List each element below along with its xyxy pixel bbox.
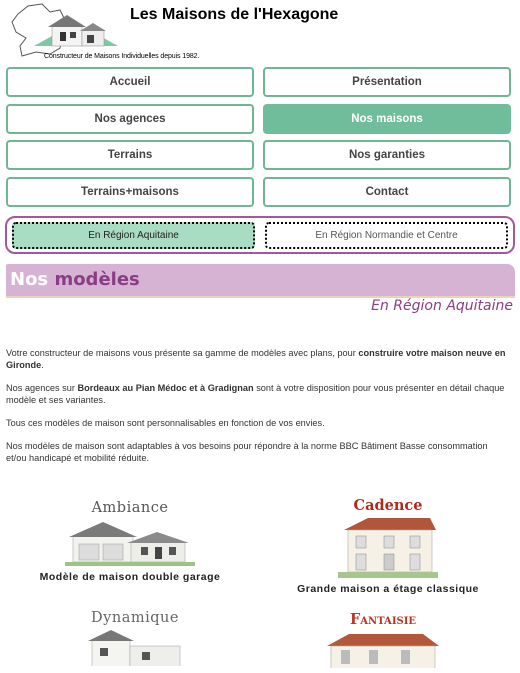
model-dynamique-house-image bbox=[80, 626, 190, 666]
intro-paragraph-4: Nos modèles de maison sont adaptables à vos besoins pour répondre à la norme BBC Bâtiment Basse consommation et/ou handicapé et mobilité réduite. bbox=[6, 441, 488, 463]
model-dynamique-name: Dynamique bbox=[91, 610, 179, 626]
model-fantaisie-name: Fantaisie bbox=[349, 611, 417, 628]
page-title-word1: Nos bbox=[10, 269, 49, 290]
intro-keyword-gironde: construire votre maison neuve en Gironde bbox=[6, 348, 506, 370]
site-title: Les Maisons de l'Hexagone bbox=[130, 6, 339, 23]
page-title-word2: modèles bbox=[54, 269, 140, 290]
nav-nos-maisons-button[interactable]: Nos maisons bbox=[263, 104, 511, 134]
site-header bbox=[0, 0, 520, 64]
model-cadence-card[interactable] bbox=[278, 497, 498, 595]
model-ambiance-caption: Modèle de maison double garage bbox=[39, 571, 221, 583]
nav-nos-agences-button[interactable]: Nos agences bbox=[6, 104, 254, 134]
model-ambiance-house-image bbox=[65, 516, 195, 566]
nav-presentation-button[interactable]: Présentation bbox=[263, 67, 511, 97]
region-subtitle: En Région Aquitaine bbox=[371, 298, 513, 314]
model-ambiance-name: Ambiance bbox=[91, 500, 169, 516]
section-banner bbox=[6, 264, 515, 296]
intro-paragraph-1: Votre constructeur de maisons vous présente sa gamme de modèles avec plans, pour construire votre maison neuve en Gironde. bbox=[6, 348, 506, 370]
region-aquitaine-button[interactable]: En Région Aquitaine bbox=[12, 222, 255, 249]
nav-accueil-button[interactable]: Accueil bbox=[6, 67, 254, 97]
nav-contact-button[interactable]: Contact bbox=[263, 177, 511, 207]
intro-paragraph-3: Tous ces modèles de maison sont personnalisables en fonction de vos envies. bbox=[6, 418, 325, 428]
intro-text bbox=[6, 347, 506, 475]
model-cadence-house-image bbox=[338, 514, 438, 578]
model-cadence-name: Cadence bbox=[353, 497, 423, 514]
model-ambiance-card[interactable] bbox=[30, 500, 230, 583]
region-normandie-centre-button[interactable]: En Région Normandie et Centre bbox=[265, 222, 508, 249]
intro-keyword-agences: Bordeaux au Pian Médoc et à Gradignan bbox=[77, 383, 254, 393]
intro-paragraph-2: Nos agences sur Bordeaux au Pian Médoc et à Gradignan sont à votre disposition pour vous présenter en détail chaque modèle et ses variantes. bbox=[6, 383, 505, 405]
model-cadence-caption: Grande maison a étage classique bbox=[297, 583, 479, 595]
nav-terrains-maisons-button[interactable]: Terrains+maisons bbox=[6, 177, 254, 207]
site-tagline: Constructeur de Maisons Individuelles depuis 1982. bbox=[44, 53, 200, 60]
france-map-house-logo[interactable] bbox=[8, 2, 128, 60]
region-selector bbox=[5, 216, 515, 254]
nav-nos-garanties-button[interactable]: Nos garanties bbox=[263, 140, 511, 170]
page-title bbox=[10, 269, 140, 290]
model-fantaisie-house-image bbox=[323, 628, 443, 668]
model-dynamique-card[interactable] bbox=[60, 610, 210, 671]
nav-terrains-button[interactable]: Terrains bbox=[6, 140, 254, 170]
